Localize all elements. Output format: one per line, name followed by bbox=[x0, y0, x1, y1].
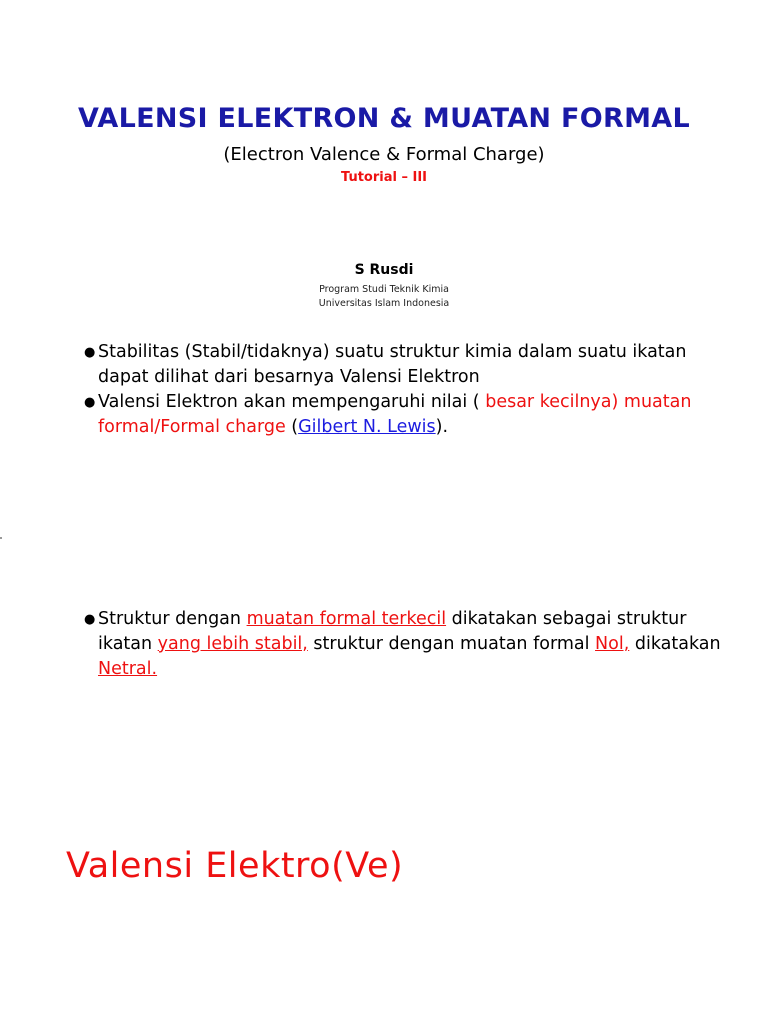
highlight-text: yang lebih stabil, bbox=[157, 634, 308, 654]
bullet-item-stability bbox=[84, 340, 724, 390]
bullet-item-valence bbox=[84, 390, 724, 440]
page-title: VALENSI ELEKTRON & MUATAN FORMAL bbox=[78, 103, 690, 134]
section-heading: Valensi Elektro(Ve) bbox=[66, 846, 404, 886]
bullet-item-formal-charge bbox=[84, 607, 724, 682]
formal-charge-bullet-list bbox=[84, 607, 724, 682]
bullet-dot-icon: ● bbox=[84, 345, 96, 360]
bullet-dot-icon: ● bbox=[84, 395, 96, 410]
edge-mark bbox=[0, 537, 2, 539]
highlight-text: Nol, bbox=[595, 634, 630, 654]
highlight-text: besar kecilnya) bbox=[485, 392, 619, 412]
tutorial-label: Tutorial – III bbox=[341, 170, 427, 185]
bullet-text: Struktur dengan bbox=[98, 609, 247, 629]
page-subtitle: (Electron Valence & Formal Charge) bbox=[223, 144, 545, 165]
gilbert-lewis-link[interactable]: Gilbert N. Lewis bbox=[298, 417, 436, 437]
author-name: S Rusdi bbox=[354, 262, 414, 278]
affiliation-university: Universitas Islam Indonesia bbox=[318, 298, 450, 309]
bullet-text: Valensi Elektron akan mempengaruhi nilai ( bbox=[98, 392, 480, 412]
intro-bullet-list bbox=[84, 340, 724, 440]
bullet-text: dikatakan sebagai struktur ikatan bbox=[98, 609, 687, 654]
paren-open: ( bbox=[291, 417, 299, 437]
highlight-text: muatan formal terkecil bbox=[246, 609, 447, 629]
bullet-text: dikatakan bbox=[629, 634, 721, 654]
highlight-text: muatan formal/Formal charge bbox=[98, 392, 692, 437]
affiliation-program: Program Studi Teknik Kimia bbox=[319, 284, 449, 295]
bullet-text: Stabilitas (Stabil/tidaknya) suatu struktur kimia dalam suatu ikatan dapat dilihat dari besarnya Valensi Elektron bbox=[98, 342, 687, 387]
paren-close: ). bbox=[435, 417, 449, 437]
bullet-dot-icon: ● bbox=[84, 612, 96, 627]
highlight-text: Netral. bbox=[98, 659, 158, 679]
bullet-text: struktur dengan muatan formal bbox=[307, 634, 596, 654]
